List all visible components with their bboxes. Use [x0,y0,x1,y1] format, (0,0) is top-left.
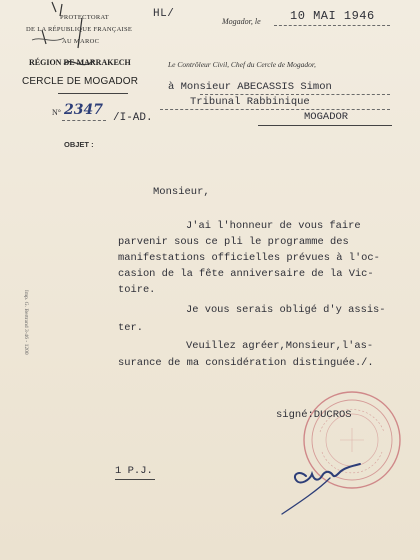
date-rule [274,25,390,26]
body-line: toire. [118,284,156,296]
letterhead-protectorat-3: AU MAROC [62,38,100,45]
printer-side-note: Imp. G. Bertrand 3-46 - 1200 [23,290,29,355]
body-line: parvenir sous ce pli le programme des [118,236,349,248]
dateline-place: Mogador, le [222,17,261,26]
recipient-rule-1 [200,94,390,95]
letterhead-region: RÉGION DE MARRAKECH [29,58,131,67]
letter-number-handwritten: 2347 [64,102,103,118]
signature-text: signé:DUCROS [276,409,352,421]
letterhead-crest-icon [22,0,112,50]
handwritten-signature-icon [270,440,380,520]
salutation: Monsieur, [153,186,210,198]
objet-label: OBJET : [64,140,94,149]
recipient-rule-2 [160,109,390,110]
number-rule [62,120,106,121]
recipient-rule-3 [258,125,392,126]
recipient-line-2: Tribunal Rabbinique [190,96,310,108]
sender-title: Le Contrôleur Civil, Chef du Cercle de Mogador, [168,60,316,69]
recipient-line-1: à Monsieur ABECASSIS Simon [168,81,332,93]
body-line: surance de ma considération distinguée./. [118,357,374,369]
body-line: Veuillez agréer,Monsieur,l'as- [186,340,374,352]
body-line: J'ai l'honneur de vous faire [186,220,361,232]
letterhead-protectorat-1: PROTECTORAT [60,14,110,21]
number-label: N° [52,108,61,117]
letterhead-protectorat-2: DE LA RÉPUBLIQUE FRANÇAISE [26,26,133,33]
letterhead-cercle: CERCLE DE MOGADOR [22,76,139,87]
body-line: ter. [118,322,143,334]
enclosure-note: 1 P.J. [115,465,153,477]
body-line: manifestations officielles prévues à l'oc- [118,252,380,264]
enclosure-underline [115,479,155,480]
body-line: Je vous serais obligé d'y assis- [186,304,386,316]
letter-reference: /I-AD. [113,112,153,124]
cercle-underline [58,93,128,94]
reference-hl: HL/ [153,8,175,20]
region-flourish-icon [60,54,100,76]
body-line: casion de la fête anniversaire de la Vic- [118,268,374,280]
dateline-date: 10 MAI 1946 [290,9,375,23]
recipient-line-3: MOGADOR [304,111,349,123]
